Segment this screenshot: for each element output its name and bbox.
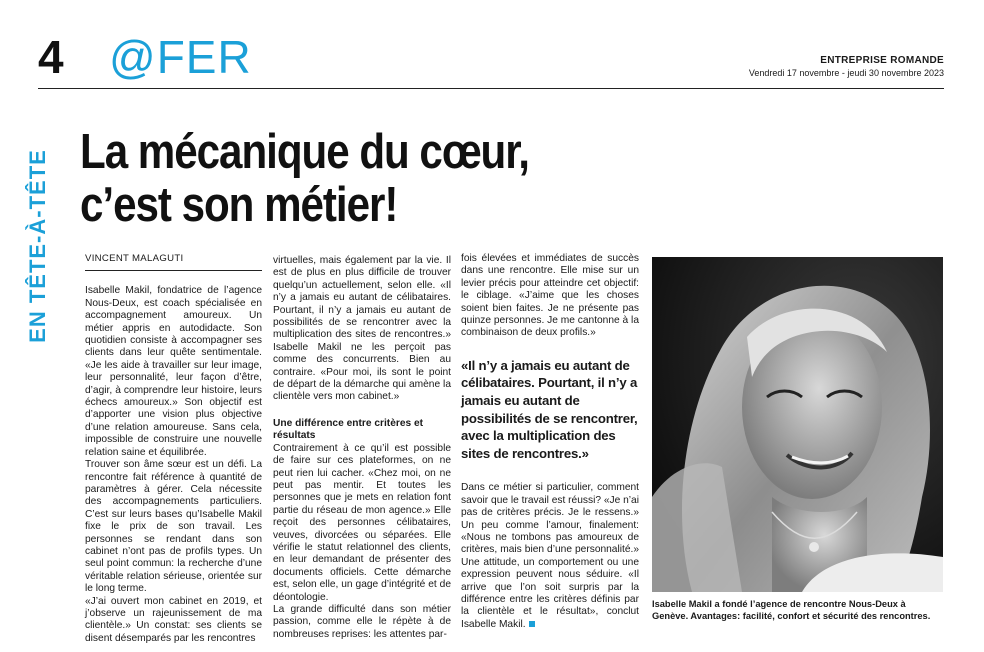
paragraph: La grande difficulté dans son métier passion, comme elle le répète à de nombreuses reprises: les attentes par- [273,603,451,640]
headline-line-1: La mécanique du cœur, [80,125,530,179]
paragraph: virtuelles, mais également par la vie. Il est de plus en plus difficile de trouver quelqu’un actuellement, selon elle. «Il n’y a jamais eu autant de célibataires. Pourtant, il n’y a jamais eu autant de possibilités de se rencontrer avec la multiplication des sites de rencontres.» Isabelle Makil ne les perçoit pas comme des concurrents. Bien au contraire. «Pour moi, ils sont le point de départ de la démarche qui amène la clientèle vers mon cabinet.» [273,255,451,403]
header-rule [38,88,944,89]
paragraph: Trouver son âme sœur est un défi. La rencontre fait référence à quantité de paramètres à gérer. Cela nécessite des accompagnements particuliers. C’est sur leurs bases qu’Isabelle Makil fixe le prix de son travail. Les personnes se rendant dans son cabinet n’ont pas de profils types. Un seul point commun: la recherche d’une véritable relation sérieuse, orientée sur le long terme. [85,459,262,595]
pull-quote: «Il n’y a jamais eu autant de célibataires. Pourtant, il n’y a jamais eu autant de possibilités de se rencontrer, avec la multiplication des sites de rencontres.» [461,357,638,461]
portrait-photo [652,257,943,592]
paragraph: Isabelle Makil, fondatrice de l’agence Nous-Deux, est coach spécialisée en accompagnement amoureux. Un métier appris en autodidacte. Son quotidien consiste à accompagner ses clients dans leur quête sentimentale. «Je les aide à travailler sur leur image, leur personnalité, leur façon d’être, d’agir, à comprendre leur histoire, leurs échecs amoureux.» Son objectif est d’apporter une vision plus objective d’une relation amoureuse. Sans cela, impossible de construire une nouvelle relation saine et équilibrée. [85,285,262,458]
end-mark-icon [529,621,535,627]
headline-line-2: c’est son métier! [80,178,398,232]
subheading: Une différence entre critères et résultats [273,417,424,442]
portrait-illustration [652,257,943,592]
article-column-3 [461,253,639,631]
paragraph-final [461,482,639,631]
issue-dates: Vendredi 17 novembre - jeudi 30 novembre 2023 [748,68,944,78]
rubric-label: EN TÊTE-À-TÊTE [25,149,50,343]
article-column-2 [273,255,451,641]
paragraph-text: Dans ce métier si particulier, comment savoir que le travail est réussi? «Je n’ai pas de critères précis. Je le ressens.» Un peu comme l’amour, finalement: «Nous ne tombons pas amoureux de critères, mais bien d’une personnalité.» Une attitude, un comportement ou une expression peuvent nous séduire. «Il arrive que l’on soit surpris par la différence entre les critères définis par la clientèle et le résultat», conclut Isabelle Makil. [461,482,639,630]
headline [80,126,544,232]
byline: VINCENT MALAGUTI [85,253,262,271]
publication-name: ENTREPRISE ROMANDE [820,55,944,66]
photo-caption: Isabelle Makil a fondé l’agence de rencontre Nous-Deux à Genève. Avantages: facilité, confort et sécurité des rencontres. [652,599,931,622]
paragraph: fois élevées et immédiates de succès dans une rencontre. Elle mise sur un levier précis pour atteindre cet objectif: le ciblage. «J’aime que les choses soient bien faites. Je ne présente pas quinze personnes. Je me cantonne à la combinaison de deux profils.» [461,253,639,339]
paragraph: Contrairement à ce qu’il est possible de faire sur ces plateformes, on ne peut rien lui cacher. «Chez moi, on ne peut pas mentir. Et toutes les personnes que je mets en relation font partie du réseau de mon agence.» Elle reçoit des personnes célibataires, veuves, divorcées ou séparées. Elle vérifie le statut relationnel des clients, en leur demandant de présenter des documents officiels. Cette démarche est, selon elle, un gage d’intégrité et de déontologie. [273,442,451,603]
page-number: 4 [38,31,64,83]
article-column-1 [85,253,262,645]
rubric-vertical [24,123,52,369]
paragraph: «J’ai ouvert mon cabinet en 2019, et j’observe un rajeunissement de ma clientèle.» Un constat: ses clients se disent désemparés par les rencontres [85,595,262,644]
masthead [749,55,944,78]
section-logo: @FER [109,31,252,83]
